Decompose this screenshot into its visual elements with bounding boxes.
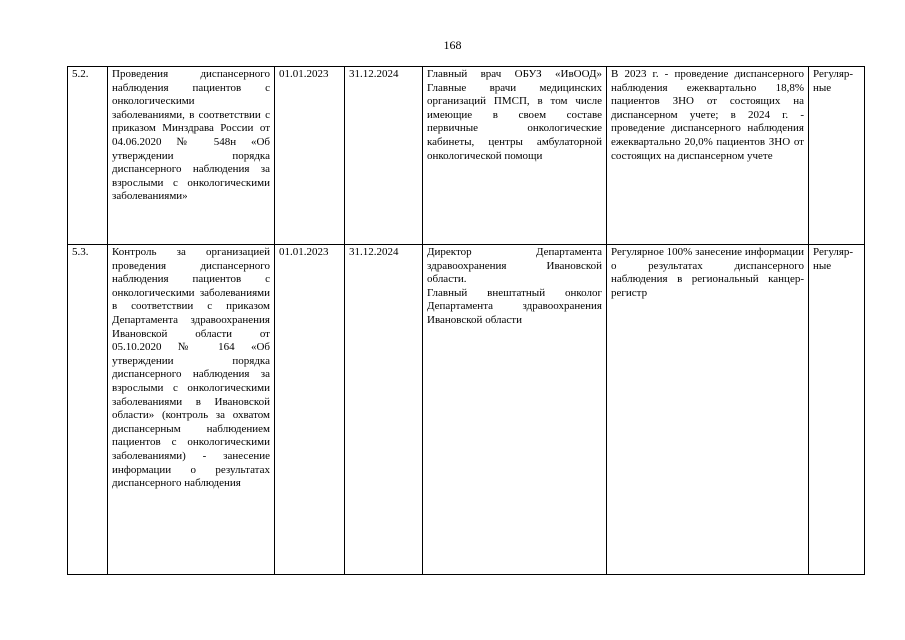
measure-name: Проведения диспансерного наблюдения пациентов с онкологическими заболеваниями, в соответствии с приказом Минздрава России от 04.06.2020 № 548н «Об утверждении порядка диспансерного наблюдения за взрослыми с онкологическими заболеваниями» <box>108 67 275 245</box>
item-number: 5.3. <box>68 245 108 575</box>
end-date: 31.12.2024 <box>345 67 423 245</box>
measure-name: Контроль за организацией проведения диспансерного наблюдения пациентов с онкологическими заболеваниями в соответствии с приказом Департамента здравоохранения Ивановской области от 05.10.2020 № 164 «Об утверждении порядка диспансерного наблюдения за взрослыми с онкологическими заболеваниями в Ивановской области» (контроль за охватом диспансерным наблюдением пациентов с онкологическими заболеваниями) - занесение информации о результатах диспансерного наблюдения <box>108 245 275 575</box>
expected-result: Регулярное 100% занесение информации о результатах диспансерного наблюдения в региональный канцер-регистр <box>607 245 809 575</box>
start-date: 01.01.2023 <box>275 67 345 245</box>
responsible: Директор Департамента здравоохранения Ивановской области. Главный внештатный онколог Департамента здравоохранения Ивановской области <box>423 245 607 575</box>
frequency: Регуляр-ные <box>809 245 865 575</box>
item-number: 5.2. <box>68 67 108 245</box>
end-date: 31.12.2024 <box>345 245 423 575</box>
expected-result: В 2023 г. - проведение диспансерного наблюдения ежеквартально 18,8% пациентов ЗНО от состоящих на диспансерном учете; в 2024 г. - проведение диспансерного наблюдения ежеквартально 20,0% пациентов ЗНО от состоящих на диспансерном учете <box>607 67 809 245</box>
start-date: 01.01.2023 <box>275 245 345 575</box>
page-number: 168 <box>443 38 462 52</box>
table-row <box>68 245 865 575</box>
measures-table <box>67 66 865 575</box>
responsible: Главный врач ОБУЗ «ИвООД» Главные врачи медицинских организаций ПМСП, в том числе имеющие в своем составе первичные онкологические кабинеты, центры амбулаторной онкологической помощи <box>423 67 607 245</box>
frequency: Регуляр-ные <box>809 67 865 245</box>
table-row <box>68 67 865 245</box>
